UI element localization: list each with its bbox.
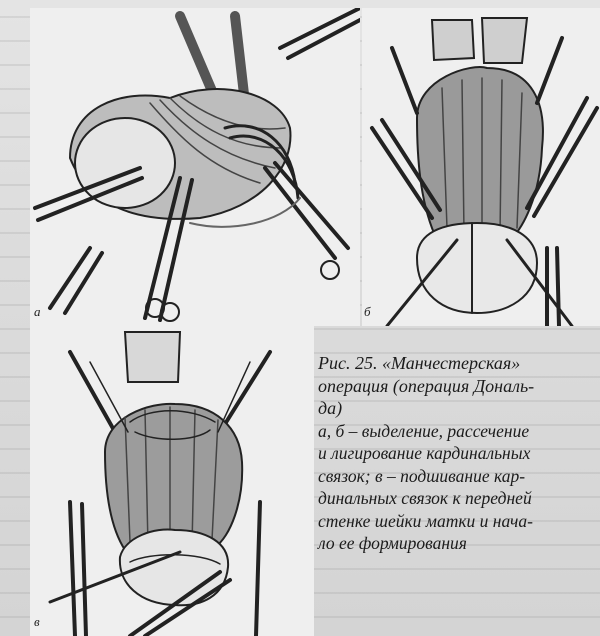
panel-a-drawing bbox=[30, 8, 360, 326]
panel-letter-a: а bbox=[34, 304, 41, 319]
panel-letter-b: б bbox=[364, 304, 371, 319]
illustration-panel-c bbox=[30, 322, 314, 636]
panel-c-drawing bbox=[30, 322, 314, 636]
caption-body-line-3: связок; в – подшивание кар- bbox=[318, 465, 526, 486]
caption-body-line-2: и лигирование кардинальных bbox=[318, 443, 531, 463]
caption-title-line-2: операция (операция Дональ- bbox=[318, 375, 535, 396]
panel-b-drawing bbox=[362, 8, 600, 326]
figure-caption bbox=[318, 352, 594, 555]
caption-title-line-1: Рис. 25. «Манчестерская» bbox=[318, 353, 521, 373]
caption-body-line-6: ло ее формирования bbox=[318, 533, 467, 553]
caption-title-line-3: да) bbox=[318, 398, 343, 418]
caption-body-line-5: стенке шейки матки и нача- bbox=[318, 510, 533, 531]
illustration-panel-b bbox=[362, 8, 600, 326]
caption-body-line-1: а, б – выделение, рассечение bbox=[318, 420, 530, 441]
panel-letter-c: в bbox=[34, 614, 40, 629]
illustration-panel-a bbox=[30, 8, 360, 326]
caption-body-line-4: динальных связок к передней bbox=[318, 488, 532, 508]
